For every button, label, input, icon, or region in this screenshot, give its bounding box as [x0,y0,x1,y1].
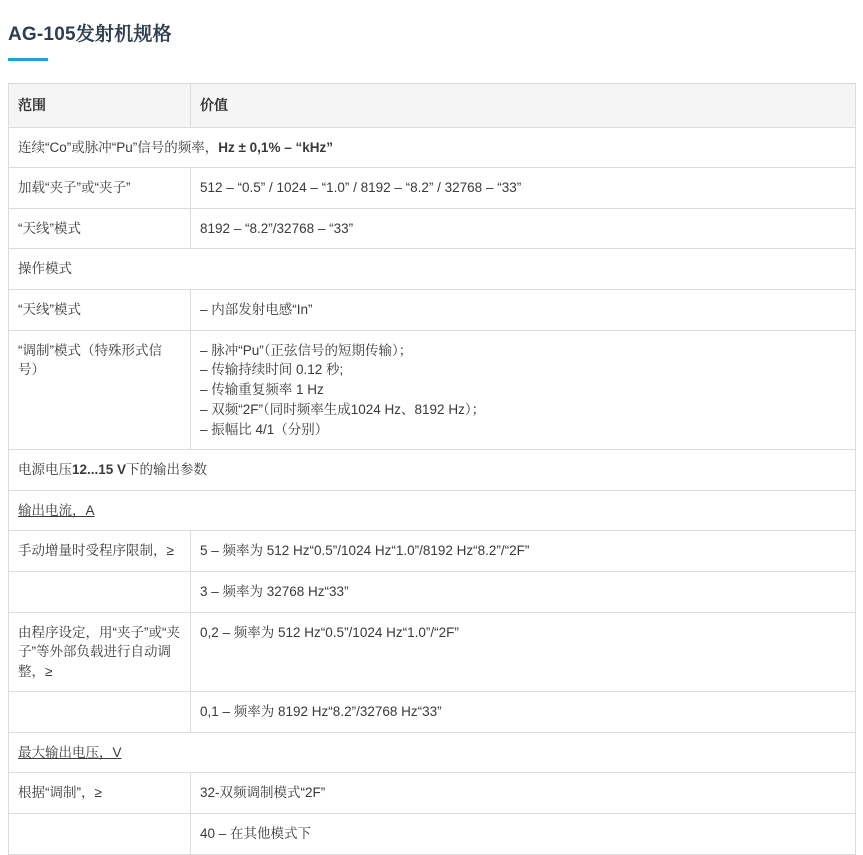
scope-text-part: 下的输出参数 [126,462,208,478]
row-manual-gain-limit-2 [9,572,856,613]
value-line: – 传输重复频率 1 Hz [200,381,324,397]
scope-text: 操作模式 [18,261,72,277]
value-line: 0,1 – 频率为 8192 Hz“8.2”/32768 Hz“33” [200,704,442,720]
cell-value [191,289,856,330]
spec-table [8,83,856,854]
value-line: 0,2 – 频率为 512 Hz“0.5”/1024 Hz“1.0”/“2F” [200,624,459,640]
cell-scope [9,732,856,773]
cell-scope-continuation [9,813,191,854]
value-lines [200,623,845,643]
value-lines [200,702,845,722]
value-lines [200,582,845,602]
cell-scope [9,773,191,814]
value-group [200,341,845,400]
value-lines [200,541,845,561]
value-line: 8192 – “8.2”/32768 – “33” [200,220,354,236]
value-lines [200,219,845,239]
scope-text: 根据“调制”，≥ [18,785,102,801]
scope-text: “天线”模式 [18,301,81,317]
value-line: – 脉冲“Pu”（正弦信号的短期传输）； [200,342,413,358]
scope-text-part: 12...15 V [72,462,127,478]
row-modulation-mode [9,330,856,450]
scope-text-part: Hz ± 0,1% – “kHz” [218,139,333,155]
scope-text: 加载“夹子”或“夹子” [18,180,131,196]
cell-scope [9,531,191,572]
title-underline-rule [8,58,48,61]
value-line: – 传输持续时间 0.12 秒; [200,362,344,378]
cell-scope [9,208,191,249]
row-frequency [9,127,856,168]
row-modulation-voltage-2 [9,813,856,854]
value-group [200,400,845,439]
value-line: 3 – 频率为 32768 Hz“33” [200,584,349,600]
cell-scope [9,168,191,209]
value-line: 40 – 在其他模式下 [200,825,312,841]
value-lines [200,300,845,320]
row-manual-gain-limit [9,531,856,572]
value-lines [200,824,845,844]
scope-text: 输出电流，A [18,502,95,518]
value-lines [200,178,845,198]
scope-text-part: 连续“Co”或脉冲“Pu”信号的频率， [18,139,219,155]
value-line: 5 – 频率为 512 Hz“0.5”/1024 Hz“1.0”/8192 Hz“8.2”/“2F” [200,543,530,559]
table-header-row [9,84,856,127]
cell-scope [9,127,856,168]
row-modulation-voltage [9,773,856,814]
cell-scope [9,490,856,531]
row-auto-adjust [9,612,856,692]
cell-scope-continuation [9,572,191,613]
value-line: – 双频“2F”（同时频率生成1024 Hz、8192 Hz）； [200,402,486,418]
column-header-value: 价值 [191,84,856,127]
row-output-params [9,450,856,491]
row-auto-adjust-2 [9,692,856,733]
row-output-current-heading [9,490,856,531]
cell-scope-continuation [9,692,191,733]
cell-value [191,692,856,733]
cell-value [191,612,856,692]
row-operating-modes [9,249,856,290]
table-head [9,84,856,127]
cell-value [191,330,856,450]
cell-value [191,572,856,613]
scope-text: 手动增量时受程序限制，≥ [18,543,174,559]
cell-value [191,531,856,572]
cell-value [191,773,856,814]
row-antenna-mode [9,289,856,330]
cell-scope [9,450,856,491]
value-line: – 振幅比 4/1（分别） [200,421,329,437]
scope-text-part: 电源电压 [18,462,72,478]
cell-value [191,813,856,854]
page-title: AG-105发射机规格 [8,23,172,45]
value-line: 512 – “0.5” / 1024 – “1.0” / 8192 – “8.2” / 32768 – “33” [200,180,522,196]
scope-text: 由程序设定，用“夹子”或“夹子”等外部负载进行自动调整，≥ [18,624,180,679]
row-clamp-load [9,168,856,209]
table-body [9,127,856,854]
cell-value [191,208,856,249]
cell-scope [9,330,191,450]
value-lines [200,341,845,440]
column-header-scope: 范围 [9,84,191,127]
value-line: – 内部发射电感“In” [200,301,313,317]
cell-scope [9,289,191,330]
value-lines [200,783,845,803]
scope-text: “调制”模式（特殊形式信号） [18,342,162,378]
value-line: 32-双频调制模式“2F” [200,785,326,801]
document-page [0,13,863,841]
cell-scope [9,249,856,290]
scope-text: 最大输出电压，V [18,744,122,760]
scope-text: “天线”模式 [18,220,81,236]
row-max-voltage-heading [9,732,856,773]
cell-scope [9,612,191,692]
cell-value [191,168,856,209]
row-antenna-mode-freq [9,208,856,249]
